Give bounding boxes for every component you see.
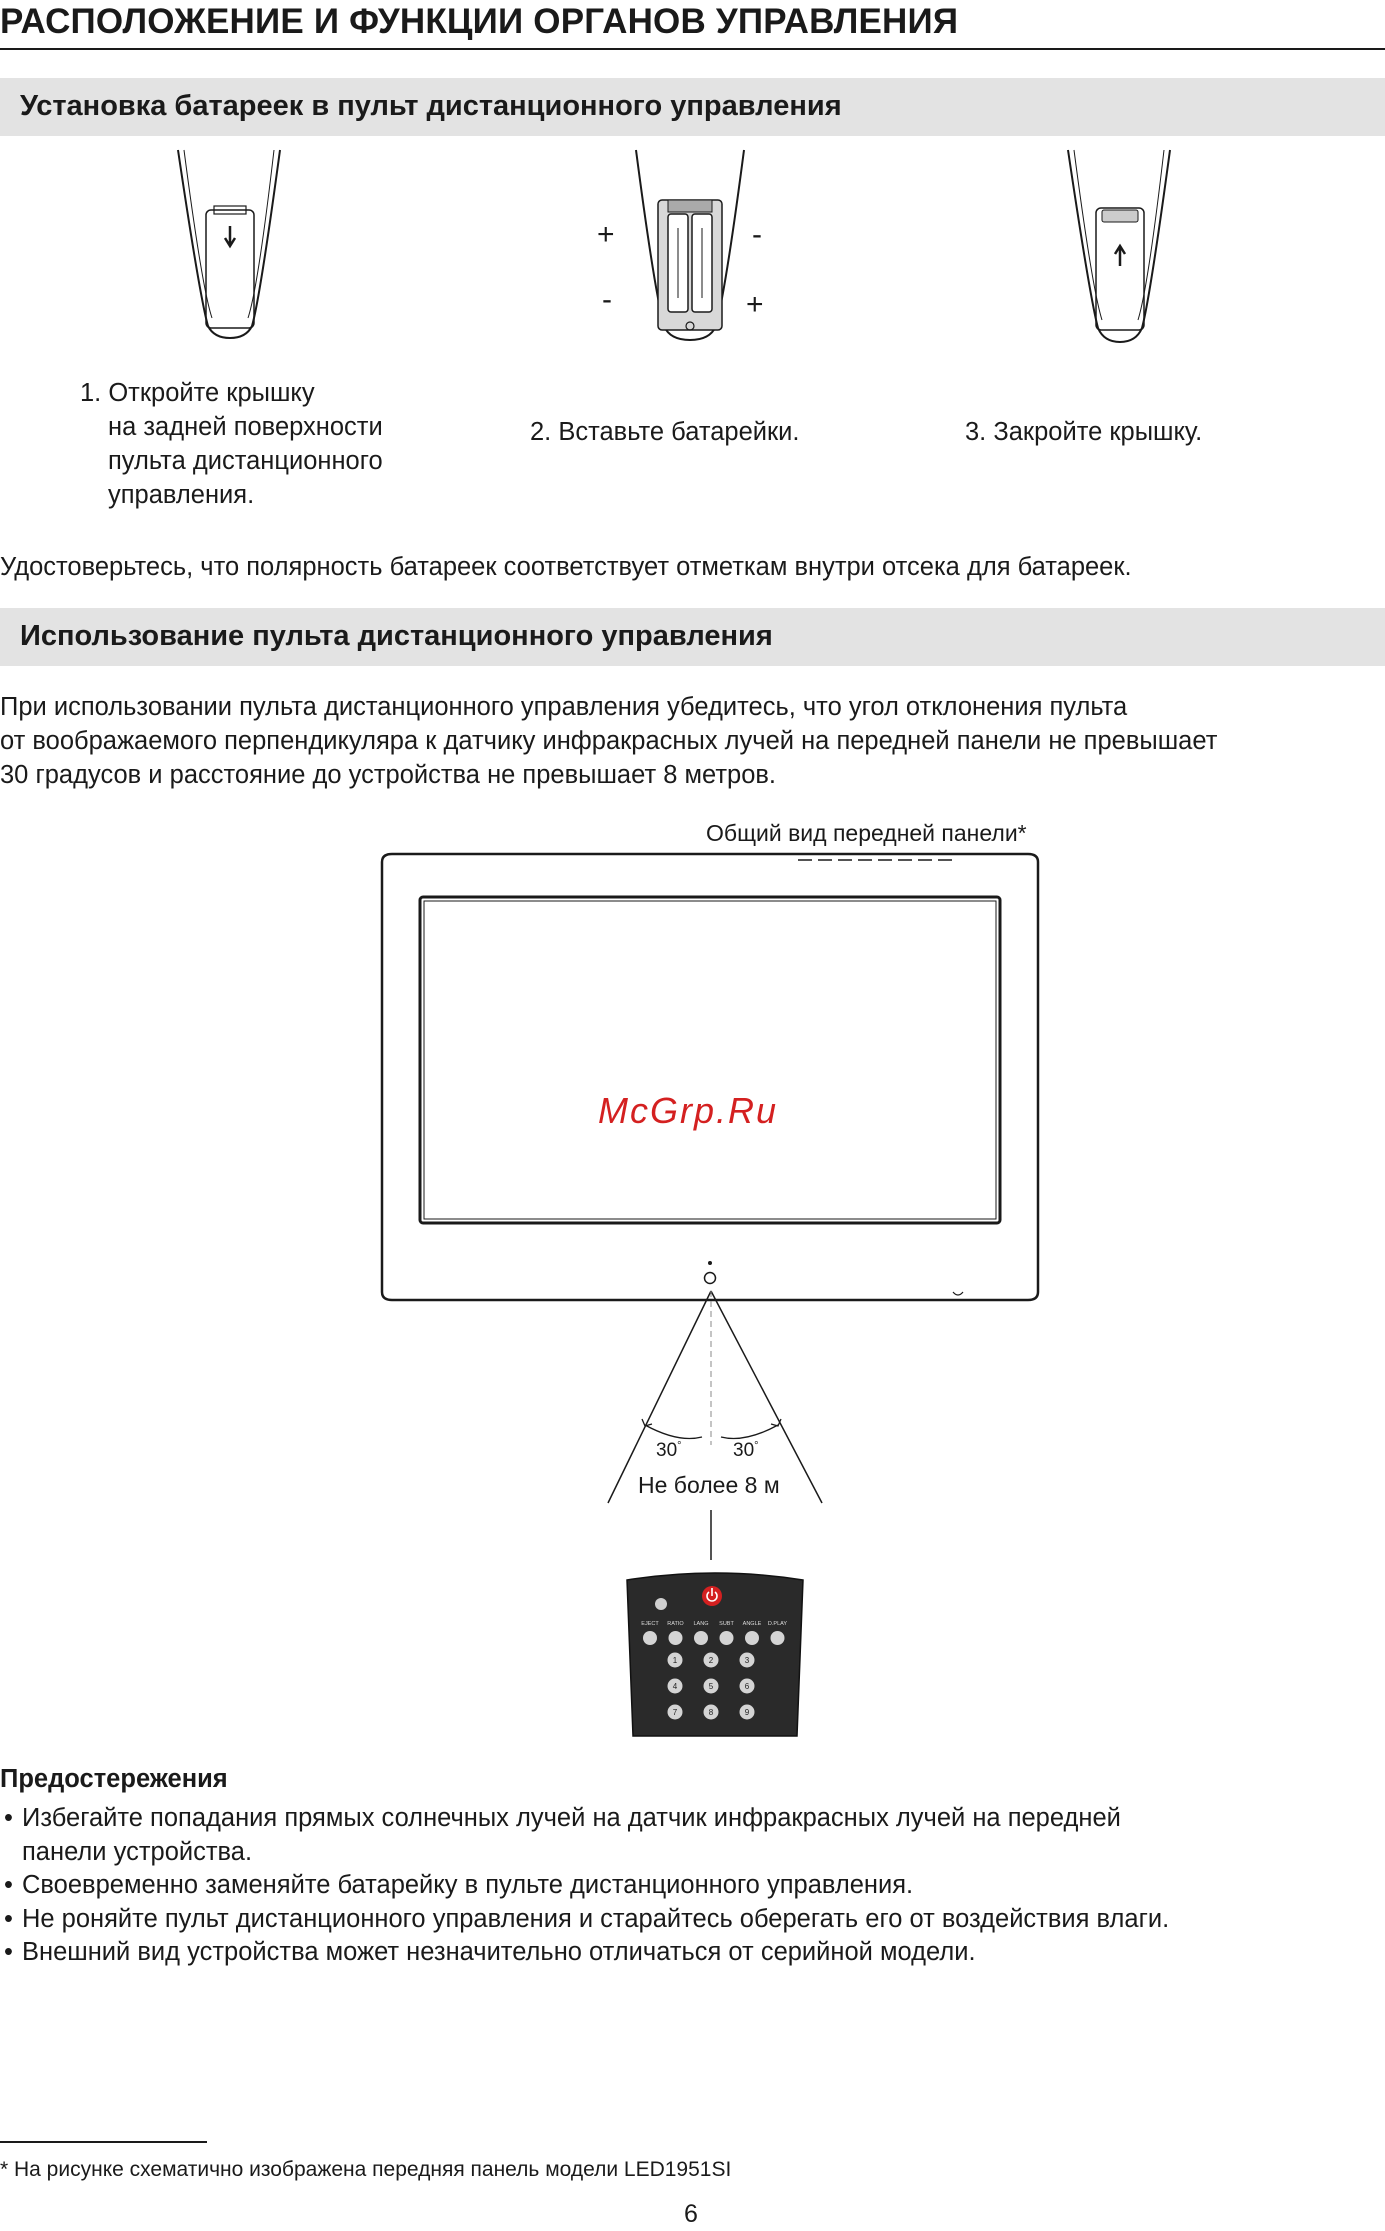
tv-front-panel-illustration: [378, 850, 1043, 1305]
usage-line-2: от воображаемого перпендикуляра к датчику инфракрасных лучей на передней панели не превышает: [0, 727, 1218, 755]
section-header-usage: [0, 608, 1385, 666]
remote-key-label: ANGLE: [742, 1621, 762, 1627]
angle-right-value: 30: [733, 1440, 755, 1461]
remote-battery-compartment-illustration: [628, 148, 753, 343]
step-3-text: 3. Закройте крышку.: [965, 418, 1203, 446]
warning-item: • Своевременно заменяйте батарейку в пульте дистанционного управления.: [0, 1869, 1169, 1903]
title-rule: [0, 48, 1385, 50]
angle-left-label: [656, 1440, 682, 1462]
angle-left-degree: °: [677, 1440, 682, 1452]
usage-line-1: При использовании пульта дистанционного управления убедитесь, что угол отклонения пульта: [0, 693, 1128, 721]
remote-number-label: 7: [672, 1708, 678, 1717]
remote-function-button: [669, 1631, 683, 1645]
remote-key-label: SUBT: [719, 1621, 734, 1627]
warning-item: • Внешний вид устройства может незначительно отличаться от серийной модели.: [0, 1936, 1169, 1970]
watermark-text: McGrp.Ru: [598, 1090, 779, 1131]
remote-back-closing-illustration: [1060, 148, 1180, 346]
angle-right-degree: °: [754, 1440, 759, 1452]
ir-angle-diagram: [590, 1285, 840, 1565]
polarity-plus-right: +: [746, 288, 764, 321]
remote-control-illustration: [625, 1568, 805, 1738]
step-1-line-1: 1. Откройте крышку: [80, 379, 315, 407]
warning-item: • Не роняйте пульт дистанционного управления и старайтесь оберегать его от воздействия влаги.: [0, 1903, 1169, 1937]
remote-function-button: [771, 1631, 785, 1645]
step-1-text: [80, 376, 383, 512]
distance-label: Не более 8 м: [638, 1472, 780, 1498]
remote-number-label: 6: [744, 1682, 750, 1691]
step-1-line-2: на задней поверхности: [108, 413, 383, 441]
page-title: РАСПОЛОЖЕНИЕ И ФУНКЦИИ ОРГАНОВ УПРАВЛЕНИЯ: [0, 2, 959, 41]
remote-number-label: 3: [744, 1656, 750, 1665]
warning-item-continuation: панели устройства.: [22, 1837, 253, 1866]
polarity-minus-left: -: [602, 283, 612, 316]
remote-number-label: 9: [744, 1708, 750, 1717]
front-panel-caption: Общий вид передней панели*: [706, 820, 1027, 846]
warnings-list: [0, 1802, 1169, 1970]
usage-paragraph: [0, 690, 1217, 792]
remote-number-buttons: [668, 1653, 755, 1720]
remote-back-closed-illustration: [170, 148, 290, 343]
remote-number-label: 4: [672, 1682, 678, 1691]
step-2-text: 2. Вставьте батарейки.: [530, 418, 800, 446]
footnote: * На рисунке схематично изображена передняя панель модели LED1951SI: [0, 2158, 732, 2181]
remote-number-label: 2: [708, 1656, 714, 1665]
remote-function-button: [745, 1631, 759, 1645]
remote-number-label: 5: [708, 1682, 714, 1691]
section-header-batteries: [0, 78, 1385, 136]
remote-key-label: D.PLAY: [767, 1621, 788, 1627]
step-1-line-3: пульта дистанционного: [108, 447, 383, 475]
remote-key-label: EJECT: [641, 1621, 659, 1627]
remote-number-label: 1: [672, 1656, 678, 1665]
remote-function-button: [694, 1631, 708, 1645]
angle-left-value: 30: [656, 1440, 678, 1461]
polarity-plus-left: +: [597, 218, 615, 251]
remote-key-label: RATIO: [667, 1621, 684, 1627]
remote-number-label: 8: [708, 1708, 714, 1717]
section-header-usage-text: Использование пульта дистанционного управления: [20, 620, 773, 652]
page-number: 6: [684, 2200, 698, 2228]
remote-key-label: LANG: [693, 1621, 709, 1627]
warning-item: • Избегайте попадания прямых солнечных лучей на датчик инфракрасных лучей на передней: [0, 1802, 1169, 1836]
angle-right-label: [733, 1440, 759, 1462]
warnings-title: Предостережения: [0, 1765, 228, 1793]
section-header-batteries-text: Установка батареек в пульт дистанционного управления: [20, 90, 842, 122]
polarity-minus-right: -: [752, 218, 762, 251]
polarity-note: Удостоверьтесь, что полярность батареек соответствует отметкам внутри отсека для батареек.: [0, 553, 1132, 581]
usage-line-3: 30 градусов и расстояние до устройства не превышает 8 метров.: [0, 761, 777, 789]
remote-function-button: [720, 1631, 734, 1645]
footnote-rule: [0, 2141, 207, 2143]
step-1-line-4: управления.: [108, 481, 255, 509]
remote-function-button: [643, 1631, 657, 1645]
